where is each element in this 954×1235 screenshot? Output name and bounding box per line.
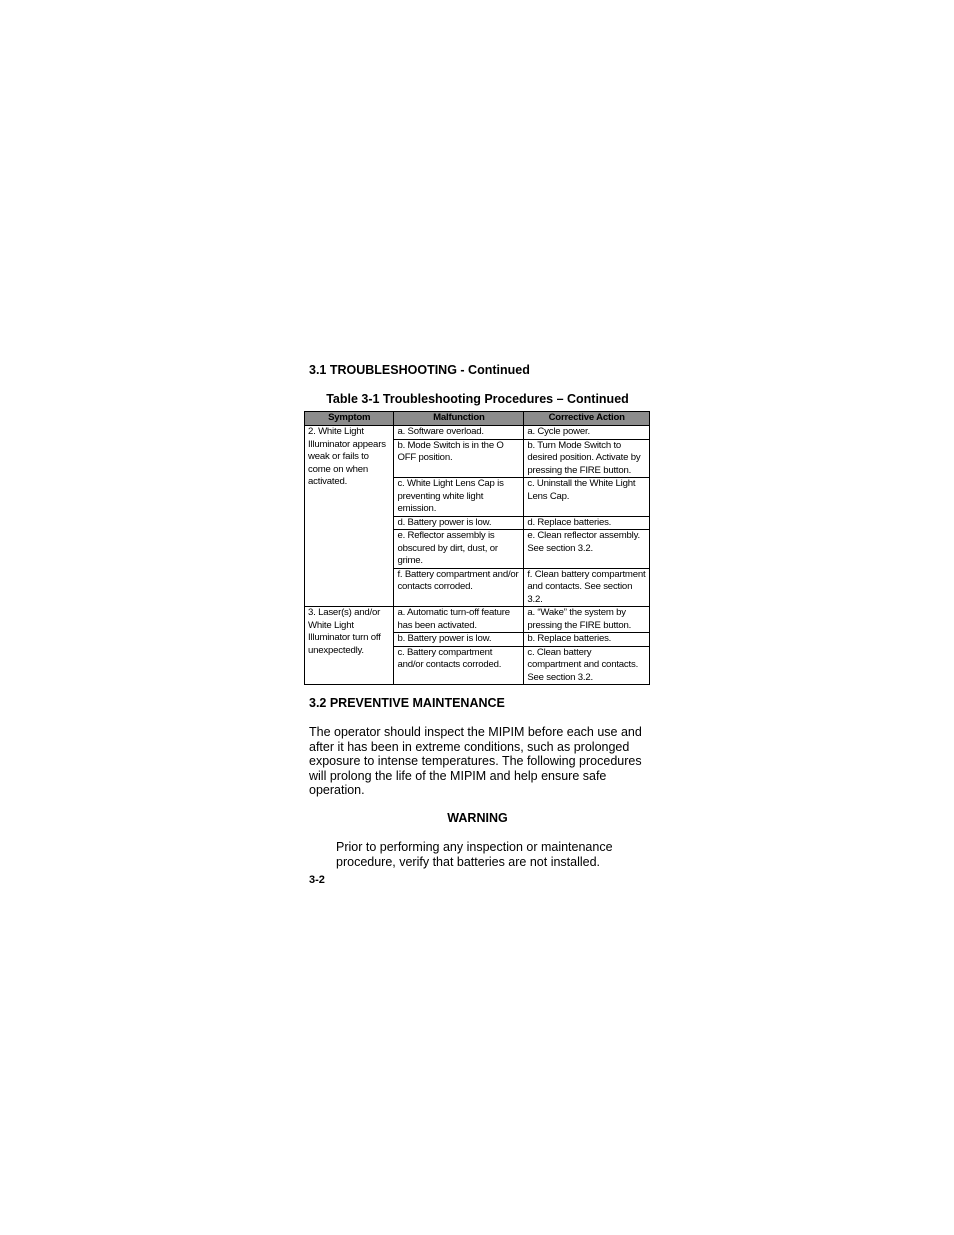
action-cell: f. Clean battery compartment and contacts. See section 3.2. [524,568,650,607]
malfunction-cell: a. Software overload. [394,426,524,440]
section-heading-preventive-maintenance: 3.2 PREVENTIVE MAINTENANCE [309,696,505,710]
table-row [305,426,650,440]
symptom-cell: 3. Laser(s) and/or White Light Illuminator turn off unexpectedly. [305,607,394,685]
header-symptom: Symptom [305,412,394,426]
page-number: 3-2 [309,874,325,886]
action-cell: a. Cycle power. [524,426,650,440]
action-cell: e. Clean reflector assembly. See section 3.2. [524,530,650,569]
malfunction-cell: c. White Light Lens Cap is preventing white light emission. [394,478,524,517]
warning-title: WARNING [447,811,508,825]
action-cell: b. Turn Mode Switch to desired position. Activate by pressing the FIRE button. [524,439,650,478]
malfunction-cell: e. Reflector assembly is obscured by dirt, dust, or grime. [394,530,524,569]
table-row [305,607,650,633]
table-caption: Table 3-1 Troubleshooting Procedures – Continued [326,392,629,406]
warning-text: Prior to performing any inspection or maintenance procedure, verify that batteries are not installed. [336,840,613,869]
troubleshooting-table [304,411,650,685]
header-corrective-action: Corrective Action [524,412,650,426]
action-cell: c. Clean battery compartment and contacts. See section 3.2. [524,646,650,685]
table-header-row [305,412,650,426]
action-cell: c. Uninstall the White Light Lens Cap. [524,478,650,517]
malfunction-cell: d. Battery power is low. [394,516,524,530]
action-cell: a. “Wake” the system by pressing the FIRE button. [524,607,650,633]
section-heading-troubleshooting: 3.1 TROUBLESHOOTING - Continued [309,363,530,377]
malfunction-cell: c. Battery compartment and/or contacts corroded. [394,646,524,685]
malfunction-cell: b. Battery power is low. [394,633,524,647]
malfunction-cell: b. Mode Switch is in the O OFF position. [394,439,524,478]
maintenance-paragraph: The operator should inspect the MIPIM before each use and after it has been in extreme conditions, such as prolonged exposure to intense temperatures. The following procedures will prolong the life of the MIPIM and help ensure safe operation. [309,725,642,797]
malfunction-cell: a. Automatic turn-off feature has been activated. [394,607,524,633]
malfunction-cell: f. Battery compartment and/or contacts corroded. [394,568,524,607]
header-malfunction: Malfunction [394,412,524,426]
action-cell: b. Replace batteries. [524,633,650,647]
action-cell: d. Replace batteries. [524,516,650,530]
symptom-cell: 2. White Light Illuminator appears weak or fails to come on when activated. [305,426,394,607]
